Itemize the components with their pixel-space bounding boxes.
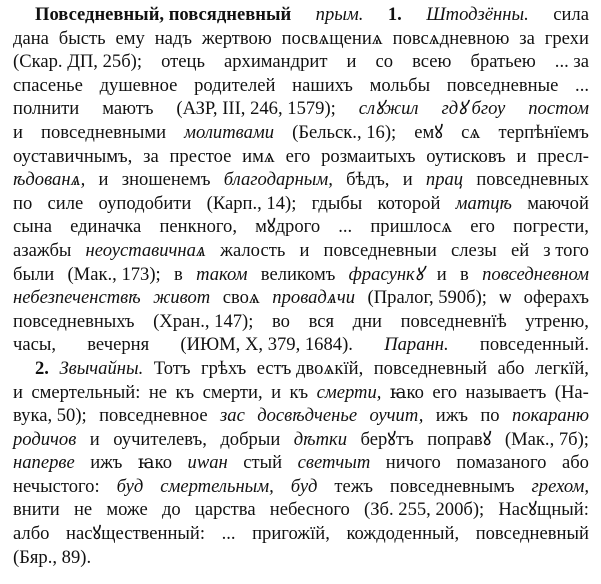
text-segment: оуставичнымъ, xyxy=(13,145,133,167)
text-segment: зношенемъ xyxy=(121,169,211,191)
text-line xyxy=(13,3,589,27)
text-segment: буд xyxy=(290,475,318,497)
text-segment: (Бельск., 16); xyxy=(292,121,397,143)
text-segment: бѣдъ, xyxy=(346,169,390,191)
text-segment: сѧ xyxy=(461,121,481,143)
text-segment: емꙋ xyxy=(414,121,444,143)
text-segment: (Мак., 7б); xyxy=(504,428,589,450)
text-segment: повседневные xyxy=(446,74,559,96)
text-segment: поправꙋ xyxy=(427,428,492,450)
text-segment: Повседневный, повсядневный xyxy=(35,4,292,25)
text-segment: отець xyxy=(161,51,205,73)
text-segment: (ИЮМ, X, 379, 1684). xyxy=(180,334,353,356)
text-segment: смертельный: xyxy=(31,381,141,403)
text-segment: по xyxy=(480,405,500,427)
text-segment: своѧ xyxy=(222,287,260,309)
text-segment: або xyxy=(561,452,589,474)
text-segment: смерти, xyxy=(316,381,382,403)
entry-text xyxy=(13,3,589,569)
text-segment: престое xyxy=(169,145,232,167)
text-segment: и xyxy=(299,239,310,261)
text-segment: молитвами xyxy=(184,121,275,143)
text-segment: розмаитыхъ xyxy=(321,145,416,167)
text-segment: кождоденный, xyxy=(346,523,460,545)
text-segment: оучит, xyxy=(369,405,424,427)
text-segment: жертвою xyxy=(201,27,272,49)
text-segment: албо xyxy=(13,523,50,545)
text-segment: оуподобити xyxy=(98,192,192,214)
text-segment: вечерня xyxy=(87,334,150,356)
text-segment: царства xyxy=(194,499,256,521)
text-segment: вся xyxy=(308,310,335,332)
text-segment: (Карп., 14); xyxy=(206,192,297,214)
text-segment: повседневных xyxy=(476,169,589,191)
text-segment: повседенный. xyxy=(479,334,589,356)
text-segment: пенкного, xyxy=(159,216,237,238)
text-segment: пригожїй, xyxy=(252,523,330,545)
text-segment: може xyxy=(106,499,148,521)
text-segment: его xyxy=(432,381,458,403)
text-segment: и xyxy=(89,428,100,450)
text-segment: Звычайны. xyxy=(59,357,144,379)
text-line xyxy=(13,50,589,74)
text-segment: и xyxy=(346,51,357,73)
text-segment: ... за xyxy=(554,51,589,73)
text-segment: не xyxy=(73,499,93,521)
text-line xyxy=(13,192,589,216)
text-segment: и xyxy=(13,381,23,403)
text-segment: и xyxy=(516,145,527,167)
text-segment: постом xyxy=(528,98,589,120)
text-line xyxy=(13,357,589,381)
text-segment: ижъ xyxy=(435,405,468,427)
text-line xyxy=(13,310,589,334)
text-line xyxy=(13,74,589,98)
text-segment: къ xyxy=(175,381,195,403)
text-segment: таком xyxy=(196,263,248,285)
text-segment: вука, 50); xyxy=(13,405,87,427)
text-segment: в xyxy=(460,263,469,285)
text-segment: сына xyxy=(13,216,52,238)
text-segment: (На- xyxy=(554,381,589,403)
text-segment: прац xyxy=(425,169,464,191)
text-segment: повседневнїѣ xyxy=(400,310,507,332)
text-segment: повседневное xyxy=(99,405,208,427)
text-segment: нашихъ xyxy=(292,74,353,96)
text-segment: нечыстого: xyxy=(13,475,100,497)
text-segment: внити xyxy=(13,499,60,521)
text-segment: и xyxy=(402,169,413,191)
text-segment: (Бяр., 89). xyxy=(13,546,92,568)
text-line xyxy=(13,404,589,428)
text-segment: всею xyxy=(412,51,452,73)
text-segment: слезы xyxy=(450,239,497,261)
text-segment: родичов xyxy=(13,428,77,450)
text-segment: гдыбы xyxy=(311,192,363,214)
text-segment: смерти, xyxy=(202,381,263,403)
text-segment: ... xyxy=(575,74,589,96)
text-line xyxy=(13,215,589,239)
text-segment: добрыи xyxy=(220,428,281,450)
text-segment: з того xyxy=(543,239,589,261)
text-segment: утреню, xyxy=(525,310,589,332)
text-segment: во xyxy=(272,310,290,332)
text-segment: мꙋдрого xyxy=(255,216,321,238)
text-line xyxy=(13,145,589,169)
text-segment: до xyxy=(161,499,181,521)
text-segment: дни xyxy=(352,310,383,332)
text-segment: ꙗко xyxy=(137,452,173,474)
text-segment: со xyxy=(375,51,394,73)
text-segment: небезпеченствѣ xyxy=(13,287,141,309)
text-line xyxy=(13,286,589,310)
text-segment: по xyxy=(13,192,33,214)
text-segment: повседневном xyxy=(482,263,589,285)
text-segment: (Зб. 255, 200б); xyxy=(364,499,485,521)
text-segment: къ xyxy=(289,381,309,403)
text-segment: неоуставичнаѧ xyxy=(85,239,206,261)
text-segment: 1. xyxy=(387,4,402,25)
text-segment: не xyxy=(148,381,168,403)
text-segment: в xyxy=(174,263,183,285)
text-segment: 2. xyxy=(35,357,49,379)
text-segment: и xyxy=(13,121,23,143)
text-segment: и xyxy=(436,263,447,285)
text-segment: повсѧдневною xyxy=(392,27,510,49)
text-segment: родителей xyxy=(194,74,276,96)
text-segment: ... xyxy=(221,523,236,545)
text-segment: повседневныхъ xyxy=(13,310,135,332)
text-segment: (Скар. ДП, 25б); xyxy=(13,51,143,73)
text-segment: благодарным, xyxy=(223,169,333,191)
text-segment: посвѧщениѧ xyxy=(281,27,383,49)
text-segment: его xyxy=(470,216,495,238)
text-segment: дѣтки xyxy=(293,428,348,450)
text-segment: оферахъ xyxy=(523,287,589,309)
text-line xyxy=(13,333,589,357)
text-segment: ꙗко xyxy=(389,381,424,403)
text-segment: повседневными xyxy=(41,121,167,143)
text-segment: архимандрит xyxy=(223,51,328,73)
text-segment: Тотъ xyxy=(153,357,191,379)
text-segment: повседневныи xyxy=(323,239,437,261)
text-segment: и xyxy=(98,169,109,191)
text-segment: часы, xyxy=(13,334,56,356)
text-line xyxy=(13,475,589,499)
text-segment: слꙋжил xyxy=(358,98,419,120)
text-segment: имѧ xyxy=(242,145,275,167)
text-segment: гдꙋ бгоу xyxy=(441,98,506,120)
text-line xyxy=(13,428,589,452)
text-segment: дана xyxy=(13,27,49,49)
text-segment: ... xyxy=(338,216,353,238)
text-segment: за xyxy=(519,27,535,49)
text-segment: зас xyxy=(220,405,245,427)
text-segment: великомъ xyxy=(260,263,336,285)
text-segment: были xyxy=(13,263,55,285)
text-line xyxy=(13,263,589,287)
text-segment: матцѣ xyxy=(455,192,512,214)
text-segment: терпѣнїемъ xyxy=(498,121,589,143)
text-segment: грехом, xyxy=(531,475,589,497)
text-segment: ничого xyxy=(385,452,441,474)
text-segment: бысть xyxy=(58,27,106,49)
text-segment: естъ двоѧкїй, xyxy=(256,357,364,379)
text-line xyxy=(13,498,589,522)
text-segment: ѣдованѧ, xyxy=(13,169,86,191)
text-segment: оучителевъ, xyxy=(113,428,207,450)
text-segment: Насꙋщный: xyxy=(498,499,589,521)
text-line xyxy=(13,168,589,192)
text-segment: силе xyxy=(47,192,84,214)
text-segment: ему xyxy=(115,27,145,49)
text-segment: повседневный xyxy=(373,357,487,379)
text-segment: которой xyxy=(377,192,441,214)
text-segment: грехи xyxy=(544,27,589,49)
text-line xyxy=(13,27,589,51)
text-line xyxy=(13,451,589,475)
text-segment: называетъ xyxy=(465,381,547,403)
text-segment: прым. xyxy=(315,4,364,25)
text-segment: провадѧчи xyxy=(272,287,356,309)
text-segment: сила xyxy=(553,4,589,25)
text-segment: фрасункꙋ xyxy=(348,263,424,285)
text-line xyxy=(13,381,589,405)
text-segment: або xyxy=(497,357,525,379)
text-segment: спасенье xyxy=(13,74,83,96)
text-segment: смертельным, xyxy=(160,475,274,497)
text-segment: жалость xyxy=(220,239,286,261)
text-segment: живот xyxy=(153,287,211,309)
text-segment: буд xyxy=(116,475,144,497)
text-segment: (Мак., 173); xyxy=(67,263,161,285)
text-segment: мольбы xyxy=(369,74,431,96)
text-line xyxy=(13,522,589,546)
text-segment: пресл- xyxy=(537,145,589,167)
text-segment: насꙋщественный: xyxy=(66,523,206,545)
text-segment: светчыт xyxy=(297,452,371,474)
text-segment: душевное xyxy=(99,74,178,96)
text-segment: стый xyxy=(243,452,283,474)
text-segment: его xyxy=(285,145,311,167)
text-segment: маютъ xyxy=(102,98,154,120)
text-segment: наперве xyxy=(13,452,75,474)
text-segment: надъ xyxy=(154,27,192,49)
text-segment: и xyxy=(271,381,282,403)
text-segment: Паранн. xyxy=(384,334,449,356)
text-segment: маючой xyxy=(527,192,589,214)
text-segment: погрести, xyxy=(513,216,589,238)
text-line xyxy=(13,97,589,121)
text-segment: братьею xyxy=(470,51,536,73)
text-segment: ижъ xyxy=(90,452,123,474)
text-segment: повседневный xyxy=(475,523,589,545)
text-segment: (АЗР, III, 246, 1579); xyxy=(176,98,336,120)
text-segment: ей xyxy=(510,239,530,261)
text-segment: небесного xyxy=(269,499,350,521)
text-segment: азажбы xyxy=(13,239,72,261)
text-segment: Штодзённы. xyxy=(426,4,529,25)
text-segment: берꙋтъ xyxy=(360,428,414,450)
text-segment: (Хран., 147); xyxy=(153,310,254,332)
text-segment: ѡ xyxy=(499,287,512,309)
text-segment: (Пралог, 590б); xyxy=(367,287,487,309)
text-segment: единачка xyxy=(70,216,142,238)
text-segment: помазаного xyxy=(456,452,547,474)
text-line xyxy=(13,239,589,263)
text-segment: грѣхъ xyxy=(200,357,247,379)
text-line xyxy=(13,121,589,145)
text-segment: повседневнымъ xyxy=(389,475,515,497)
text-segment: оутисковъ xyxy=(426,145,506,167)
text-segment: тежъ xyxy=(334,475,373,497)
text-segment: пришлосѧ xyxy=(370,216,453,238)
text-segment: легкїй, xyxy=(534,357,589,379)
text-segment: за xyxy=(143,145,159,167)
text-line xyxy=(13,546,589,570)
text-segment: иwан xyxy=(187,452,228,474)
text-segment: полнити xyxy=(13,98,80,120)
text-segment: досвѣдченье xyxy=(257,405,358,427)
text-segment: покараню xyxy=(511,405,589,427)
